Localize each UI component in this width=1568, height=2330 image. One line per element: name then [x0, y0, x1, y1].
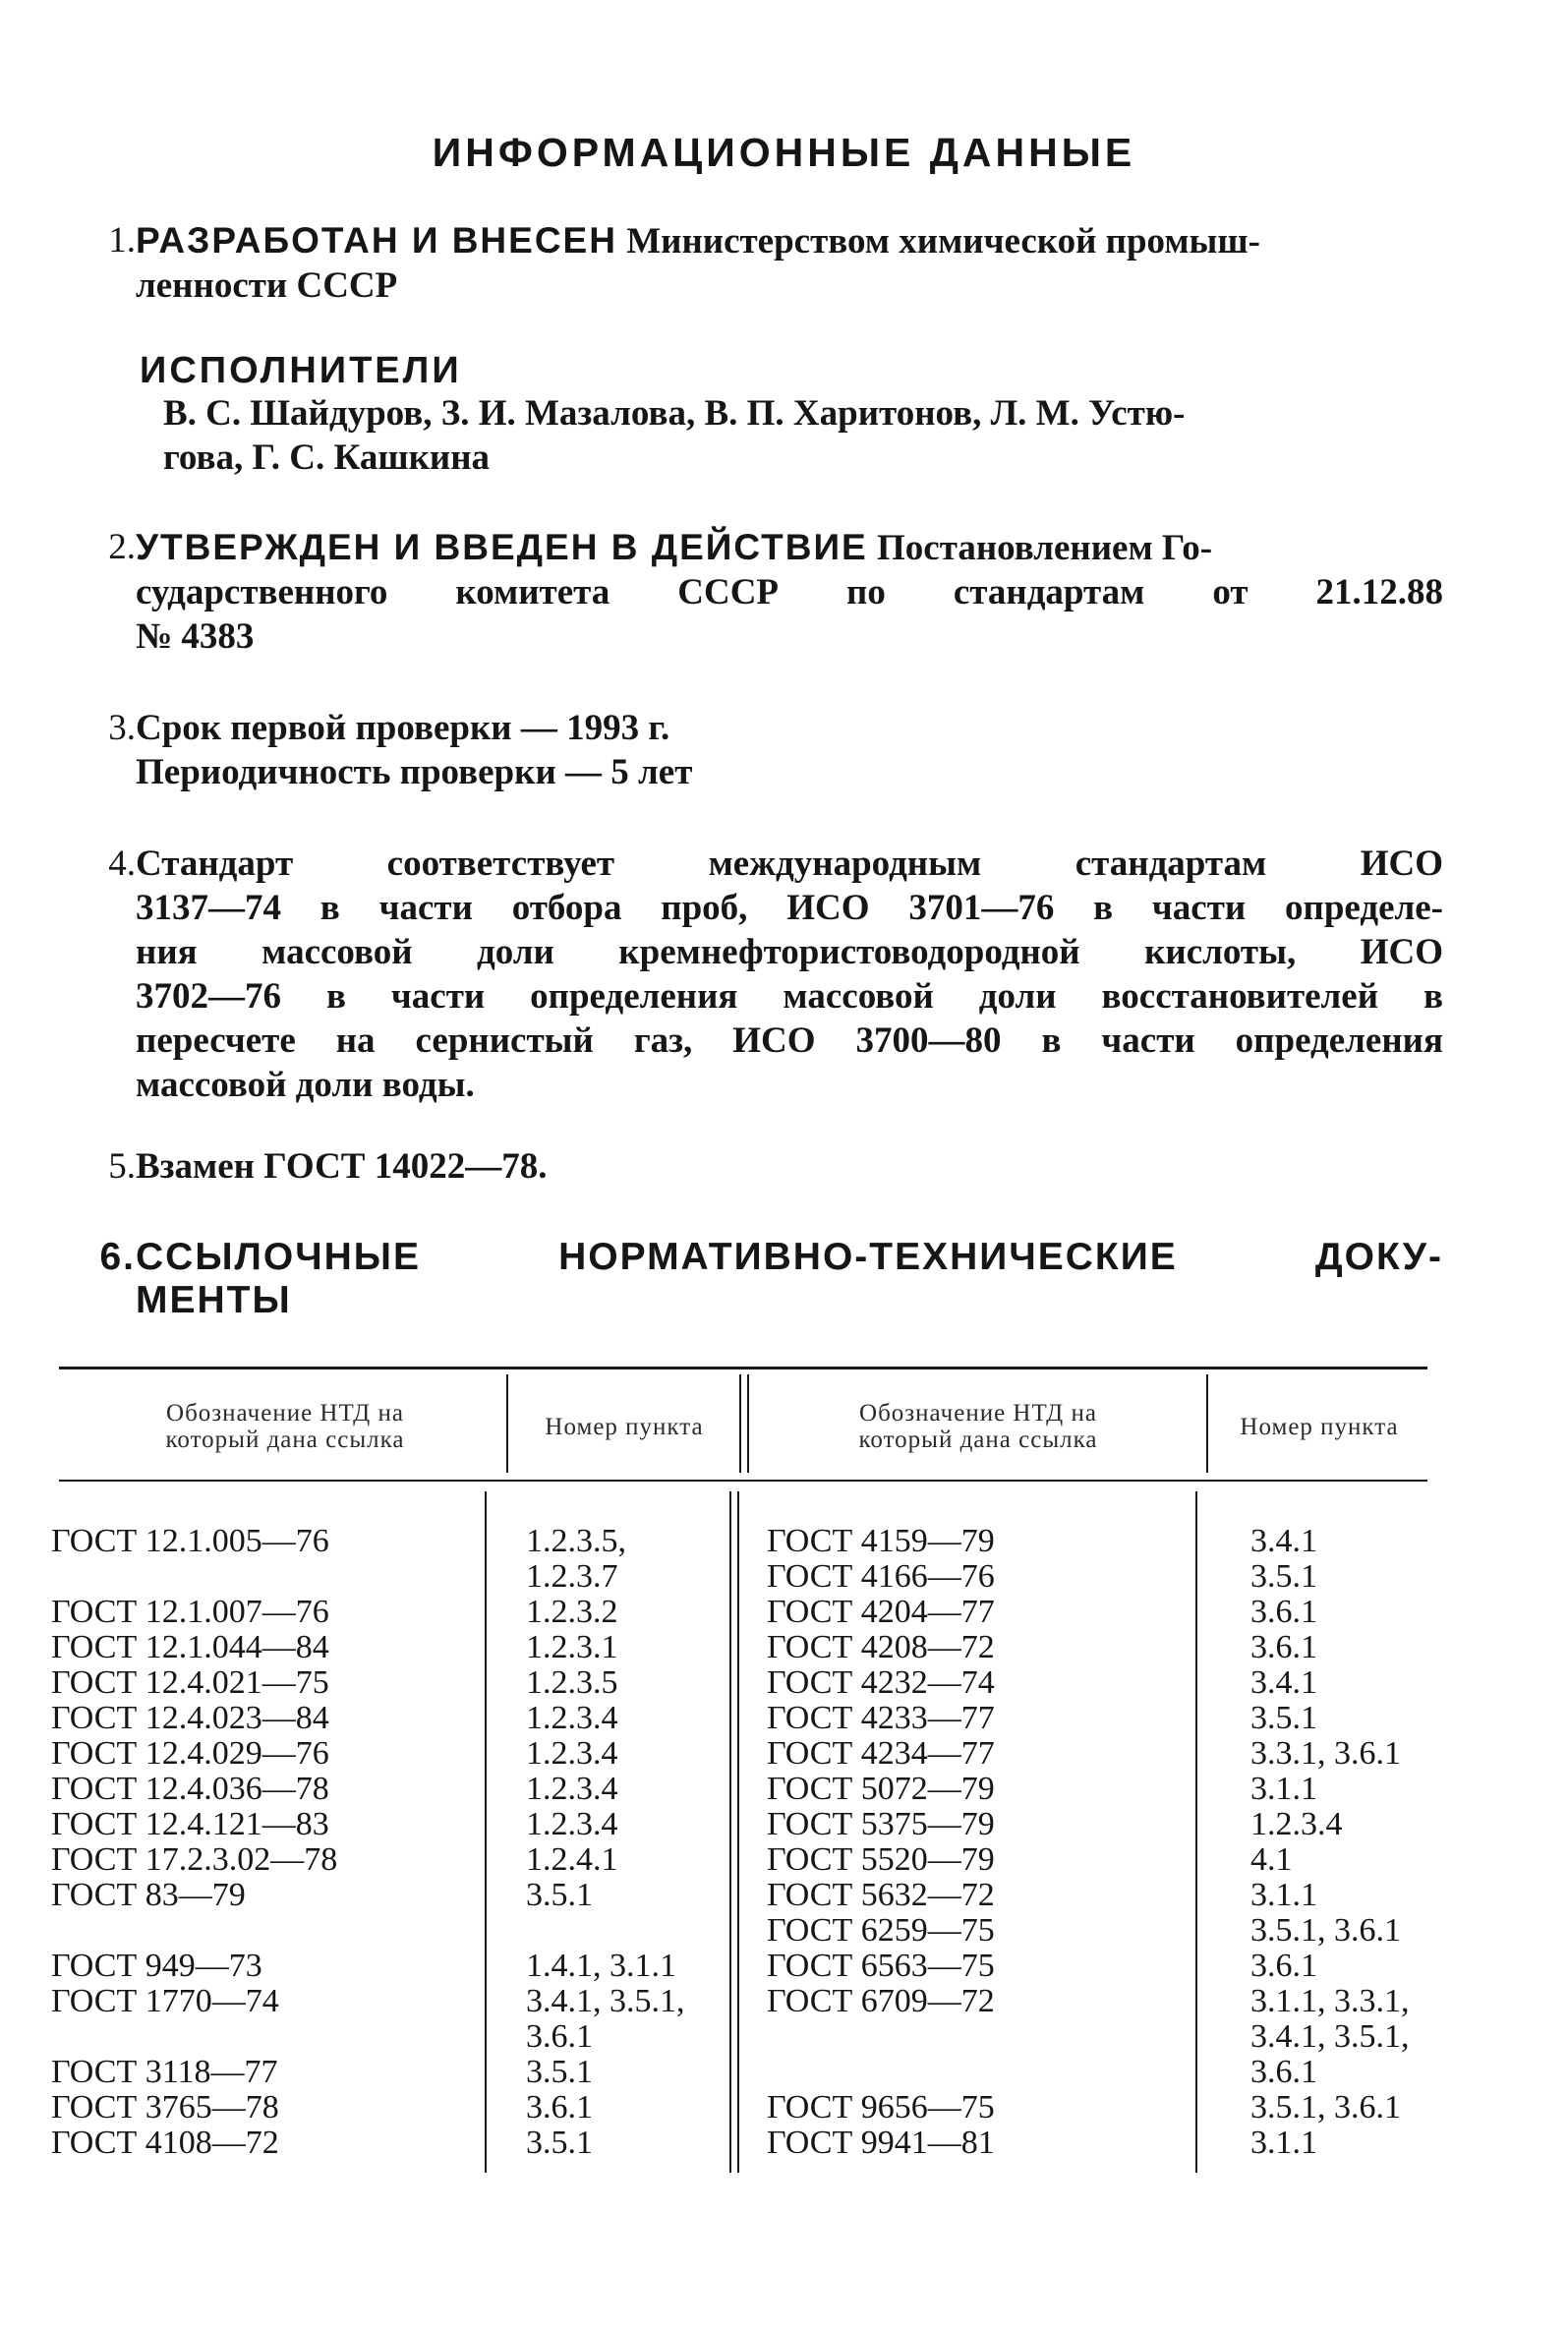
section-number: 5. [108, 1146, 136, 1187]
section-5 [77, 1144, 1443, 1189]
section-4-line3: ния массовой доли кремнефтористоводородной кислоты, ИСО [136, 932, 1443, 972]
section-6 [77, 1236, 1443, 1322]
table-cell-item: 3.6.1 [526, 2018, 593, 2055]
table-cell-item: 1.2.3.5, [526, 1523, 626, 1559]
section-4-line4: 3702—76 в части определения массовой доли восстановителей в [136, 976, 1443, 1017]
section-5-text: Взамен ГОСТ 14022—78. [136, 1146, 548, 1187]
table-cell-item: 3.6.1 [1250, 1629, 1317, 1665]
section-3-line2: Периодичность проверки — 5 лет [136, 752, 693, 792]
section-2-text: Постановлением Го- [867, 528, 1213, 568]
table-cell-designation: ГОСТ 6563—75 [767, 1948, 995, 1984]
performers-line2: гова, Г. С. Кашкина [163, 437, 491, 478]
section-2 [77, 525, 1443, 659]
section-number: 6. [99, 1236, 136, 1278]
table-cell-designation: ГОСТ 5520—79 [767, 1841, 995, 1878]
table-cell-item: 3.4.1 [1250, 1664, 1317, 1701]
table-cell-designation [51, 1559, 464, 1595]
table-cell-designation [51, 1913, 464, 1949]
section-1-text: Министерством химической промыш- [616, 221, 1260, 262]
table-cell-designation: ГОСТ 9656—75 [767, 2089, 995, 2126]
table-cell-item: 3.4.1, 3.5.1, [526, 1983, 685, 2019]
table-cell-item: 3.6.1 [1250, 1948, 1317, 1984]
table-cell-item: 3.4.1 [1250, 1523, 1317, 1559]
table-cell-designation: ГОСТ 6709—72 [767, 1983, 995, 2019]
section-1 [77, 218, 1443, 308]
section-2-text-line2: сударственного комитета СССР по стандартам от 21.12.88 [136, 572, 1443, 612]
table-cell-item: 3.5.1 [526, 1877, 593, 1913]
table-cell-item: 1.2.3.4 [526, 1700, 618, 1736]
left-doc-column [51, 1524, 464, 2161]
table-cell-item: 3.1.1 [1250, 1771, 1317, 1807]
section-3 [77, 706, 1443, 794]
table-cell-item: 1.2.3.4 [526, 1771, 618, 1807]
table-cell-item: 1.2.3.5 [526, 1664, 618, 1701]
table-cell-item: 3.1.1 [1250, 2125, 1317, 2161]
table-cell-designation: ГОСТ 83—79 [51, 1877, 246, 1913]
table-cell-item: 1.2.3.7 [526, 1558, 618, 1595]
table-cell-designation: ГОСТ 3118—77 [51, 2054, 278, 2090]
table-cell-designation: ГОСТ 949—73 [51, 1948, 262, 1984]
table-cell-item: 3.5.1 [526, 2054, 593, 2090]
table-cell-item: 3.1.1 [1250, 1877, 1317, 1913]
table-cell-item: 3.6.1 [1250, 2054, 1317, 2090]
section-2-text-line3: № 4383 [136, 616, 255, 657]
header-designation-right: Обозначение НТД на который дана ссылка [858, 1400, 1098, 1453]
header-designation-left: Обозначение НТД на который дана ссылка [165, 1400, 405, 1453]
header-item-number-left: Номер пункта [545, 1414, 704, 1440]
section-3-line1: Срок первой проверки — 1993 г. [136, 708, 670, 748]
right-item-column [1250, 1524, 1437, 2161]
performers-list [163, 391, 1441, 480]
table-cell-item: 4.1 [1250, 1841, 1293, 1878]
right-doc-column [767, 1524, 1180, 2161]
table-cell-designation: ГОСТ 1770—74 [51, 1983, 279, 2019]
table-cell-designation: ГОСТ 9941—81 [767, 2125, 995, 2161]
table-cell-designation: ГОСТ 12.4.023—84 [51, 1700, 329, 1736]
table-cell-item: 1.2.3.4 [526, 1735, 618, 1772]
page-title: ИНФОРМАЦИОННЫЕ ДАННЫЕ [432, 130, 1136, 175]
table-cell-designation: ГОСТ 12.4.036—78 [51, 1771, 329, 1807]
table-top-rule [59, 1367, 1427, 1369]
table-cell-designation [51, 2019, 464, 2055]
table-cell-designation: ГОСТ 4159—79 [767, 1523, 995, 1559]
table-cell-designation: ГОСТ 12.1.044—84 [51, 1629, 329, 1665]
table-cell-designation: ГОСТ 5375—79 [767, 1806, 995, 1842]
section-1-lead: РАЗРАБОТАН И ВНЕСЕН [136, 220, 617, 261]
table-cell-designation: ГОСТ 12.1.007—76 [51, 1594, 329, 1630]
performers-line1: В. С. Шайдуров, З. И. Мазалова, В. П. Харитонов, Л. М. Устю- [163, 393, 1186, 434]
section-number: 1. [108, 220, 136, 261]
table-cell-designation: ГОСТ 5072—79 [767, 1771, 995, 1807]
table-cell-designation: ГОСТ 3765—78 [51, 2089, 279, 2126]
table-cell-designation: ГОСТ 17.2.3.02—78 [51, 1841, 338, 1878]
table-cell-item: 1.2.3.1 [526, 1629, 618, 1665]
table-cell-designation: ГОСТ 4208—72 [767, 1629, 995, 1665]
table-cell-designation: ГОСТ 12.1.005—76 [51, 1523, 329, 1559]
left-item-column [526, 1524, 732, 2161]
section-4-line1: Стандарт соответствует международным стандартам ИСО [136, 844, 1443, 884]
table-cell-designation: ГОСТ 12.4.029—76 [51, 1735, 329, 1772]
section-6-line2: МЕНТЫ [136, 1279, 292, 1321]
section-4-line6: массовой доли воды. [136, 1065, 475, 1105]
table-cell-item: 1.2.3.4 [526, 1806, 618, 1842]
performers-heading: ИСПОЛНИТЕЛИ [140, 350, 462, 391]
table-cell-designation: ГОСТ 4232—74 [767, 1664, 995, 1701]
table-column-divider [485, 1491, 487, 2173]
header-item-number-right: Номер пункта [1240, 1414, 1399, 1440]
table-cell-designation: ГОСТ 4233—77 [767, 1700, 995, 1736]
table-cell-designation [767, 2055, 1180, 2090]
table-cell-item: 3.4.1, 3.5.1, [1250, 2018, 1410, 2055]
table-cell-item: 3.5.1 [1250, 1700, 1317, 1736]
table-cell-item: 3.5.1, 3.6.1 [1250, 1912, 1401, 1949]
section-4-line5: пересчете на сернистый газ, ИСО 3700—80 в части определения [136, 1020, 1443, 1061]
section-number: 3. [108, 708, 136, 748]
table-cell-designation: ГОСТ 12.4.121—83 [51, 1806, 329, 1842]
table-column-divider [747, 1374, 749, 1473]
table-cell-item: 3.5.1, 3.6.1 [1250, 2089, 1401, 2126]
section-4-line2: 3137—74 в части отбора проб, ИСО 3701—76 в части определе- [136, 888, 1443, 928]
table-cell-item [526, 1913, 732, 1949]
table-cell-designation: ГОСТ 4204—77 [767, 1594, 995, 1630]
table-cell-designation: ГОСТ 6259—75 [767, 1912, 995, 1949]
table-cell-designation: ГОСТ 5632—72 [767, 1877, 995, 1913]
section-1-text-line2: ленности СССР [136, 265, 398, 306]
table-column-divider [1206, 1374, 1208, 1473]
section-6-line1: ССЫЛОЧНЫЕ НОРМАТИВНО-ТЕХНИЧЕСКИЕ ДОКУ- [136, 1236, 1443, 1278]
section-number: 2. [108, 527, 136, 567]
table-cell-item: 1.4.1, 3.1.1 [526, 1948, 676, 1984]
table-column-divider [739, 1374, 741, 1473]
table-cell-designation: ГОСТ 4166—76 [767, 1558, 995, 1595]
table-cell-designation: ГОСТ 4108—72 [51, 2125, 279, 2161]
table-cell-item: 1.2.3.4 [1250, 1806, 1343, 1842]
table-cell-designation: ГОСТ 4234—77 [767, 1735, 995, 1772]
section-number: 4. [108, 844, 136, 884]
table-cell-designation [767, 2019, 1180, 2055]
table-cell-item: 1.2.4.1 [526, 1841, 618, 1878]
table-cell-designation: ГОСТ 12.4.021—75 [51, 1664, 329, 1701]
section-2-lead: УТВЕРЖДЕН И ВВЕДЕН В ДЕЙСТВИЕ [136, 527, 868, 567]
section-4 [77, 842, 1443, 1107]
table-cell-item: 3.1.1, 3.3.1, [1250, 1983, 1410, 2019]
table-cell-item: 3.3.1, 3.6.1 [1250, 1735, 1401, 1772]
table-header-rule [59, 1480, 1427, 1482]
table-column-divider [1195, 1491, 1197, 2173]
table-cell-item: 3.6.1 [1250, 1594, 1317, 1630]
table-column-divider [506, 1374, 508, 1473]
table-column-divider [737, 1491, 739, 2173]
table-cell-item: 3.5.1 [1250, 1558, 1317, 1595]
table-cell-item: 3.6.1 [526, 2089, 593, 2126]
table-cell-item: 3.5.1 [526, 2125, 593, 2161]
table-cell-item: 1.2.3.2 [526, 1594, 618, 1630]
